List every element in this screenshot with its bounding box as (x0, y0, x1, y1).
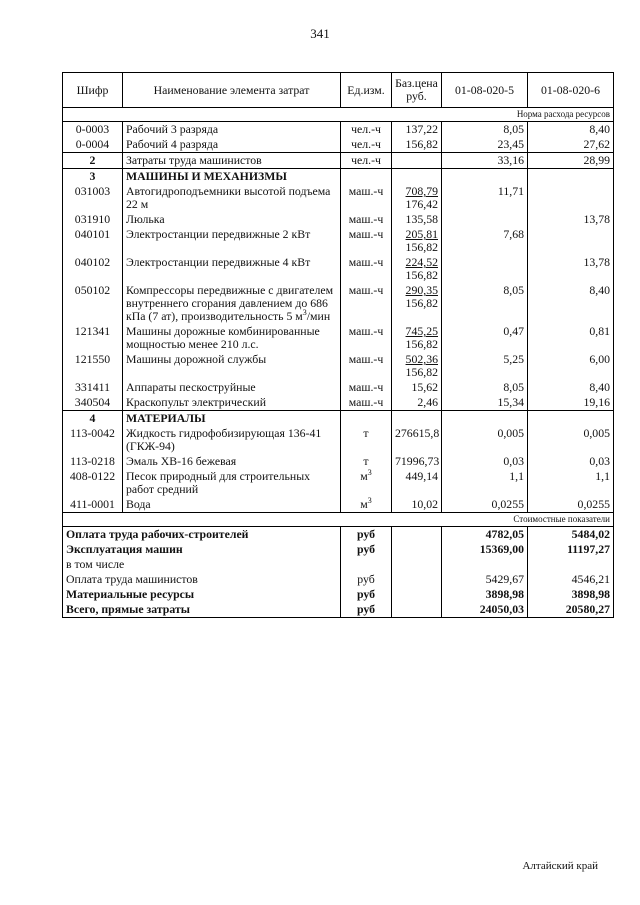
summary-row (63, 602, 614, 618)
row-code: 340504 (63, 395, 123, 411)
row-value-2: 19,16 (528, 395, 614, 411)
row-name: Краскопульт электрический (123, 395, 341, 411)
row-name: Затраты труда машинистов (123, 153, 341, 169)
row-unit (341, 497, 392, 513)
row-unit: маш.-ч (341, 324, 392, 352)
superscript: 3 (367, 468, 372, 478)
row-unit: маш.-ч (341, 283, 392, 324)
summary-unit: руб (341, 542, 392, 557)
norm-caption-row (63, 108, 614, 122)
norm-caption: Норма расхода ресурсов (63, 108, 614, 122)
price-labor: 156,82 (405, 268, 438, 282)
row-value-1: 0,005 (442, 426, 528, 454)
summary-row (63, 572, 614, 587)
row-value-2: 0,81 (528, 324, 614, 352)
table-row (63, 184, 614, 212)
table-row (63, 212, 614, 227)
row-value-1: 23,45 (442, 137, 528, 153)
price-main: 745,25 (405, 324, 438, 338)
summary-value-2: 4546,21 (528, 572, 614, 587)
row-value-2: 0,005 (528, 426, 614, 454)
row-unit: маш.-ч (341, 352, 392, 380)
header-unit: Ед.изм. (341, 73, 392, 108)
section-code: 3 (63, 169, 123, 185)
summary-row (63, 587, 614, 602)
summary-value-2: 5484,02 (528, 527, 614, 543)
header-code: Шифр (63, 73, 123, 108)
table-row (63, 497, 614, 513)
row-value-1: 0,47 (442, 324, 528, 352)
row-price: 10,02 (392, 497, 442, 513)
row-value-2: 27,62 (528, 137, 614, 153)
table-row (63, 255, 614, 283)
summary-unit: руб (341, 587, 392, 602)
page-number: 341 (310, 26, 330, 41)
row-value-1: 11,71 (442, 184, 528, 212)
table-row (63, 454, 614, 469)
row-code: 411-0001 (63, 497, 123, 513)
row-value-2: 8,40 (528, 122, 614, 138)
table-row (63, 426, 614, 454)
summary-name: в том числе (63, 557, 341, 572)
row-name: Вода (123, 497, 341, 513)
summary-row (63, 542, 614, 557)
price-labor: 156,82 (405, 365, 438, 379)
summary-value-2: 11197,27 (528, 542, 614, 557)
header-col1: 01-08-020-5 (442, 73, 528, 108)
table-row (63, 153, 614, 169)
row-price: 156,82 (392, 137, 442, 153)
row-value-1: 1,1 (442, 469, 528, 497)
section-title: МАТЕРИАЛЫ (123, 411, 341, 427)
summary-unit: руб (341, 572, 392, 587)
row-price (392, 283, 442, 324)
row-value-1: 8,05 (442, 122, 528, 138)
row-name: Песок природный для строительных работ средний (123, 469, 341, 497)
row-unit: маш.-ч (341, 184, 392, 212)
unit-text: м (360, 469, 368, 483)
summary-name: Всего, прямые затраты (63, 602, 341, 618)
section-code: 4 (63, 411, 123, 427)
row-unit: чел.-ч (341, 137, 392, 153)
table-row (63, 137, 614, 153)
row-value-2: 0,03 (528, 454, 614, 469)
row-price: 137,22 (392, 122, 442, 138)
row-value-1: 0,0255 (442, 497, 528, 513)
cost-table (62, 72, 614, 618)
row-value-2 (528, 184, 614, 212)
row-price: 71996,73 (392, 454, 442, 469)
summary-name: Материальные ресурсы (63, 587, 341, 602)
unit-text: м (360, 497, 368, 511)
table-row (63, 469, 614, 497)
summary-row (63, 557, 614, 572)
row-value-1: 7,68 (442, 227, 528, 255)
section-title: МАШИНЫ И МЕХАНИЗМЫ (123, 169, 341, 185)
row-value-1: 5,25 (442, 352, 528, 380)
price-main: 708,79 (405, 184, 438, 198)
row-unit: т (341, 454, 392, 469)
superscript: 3 (302, 308, 307, 318)
section-row-materials (63, 411, 614, 427)
superscript: 3 (367, 496, 372, 506)
summary-value-2: 3898,98 (528, 587, 614, 602)
row-value-2: 1,1 (528, 469, 614, 497)
row-name-tail: /мин (306, 309, 331, 323)
price-main: 502,36 (405, 352, 438, 366)
table-row (63, 122, 614, 138)
table-row (63, 283, 614, 324)
table-row (63, 380, 614, 395)
row-value-1 (442, 255, 528, 283)
row-code: 121341 (63, 324, 123, 352)
row-name: Электростанции передвижные 2 кВт (123, 227, 341, 255)
row-value-2: 13,78 (528, 255, 614, 283)
row-name: Эмаль ХВ-16 бежевая (123, 454, 341, 469)
row-value-1: 0,03 (442, 454, 528, 469)
price-labor: 156,82 (405, 296, 438, 310)
row-price: 276615,8 (392, 426, 442, 454)
row-value-2: 6,00 (528, 352, 614, 380)
row-value-1: 15,34 (442, 395, 528, 411)
price-labor: 176,42 (405, 197, 438, 211)
header-price: Баз.цена руб. (392, 73, 442, 108)
summary-value-1: 24050,03 (442, 602, 528, 618)
header-row (63, 73, 614, 108)
summary-value-2: 20580,27 (528, 602, 614, 618)
cost-caption: Стоимостные показатели (63, 513, 614, 527)
row-price: 449,14 (392, 469, 442, 497)
row-name: Автогидроподъемники высотой подъема 22 м (123, 184, 341, 212)
header-name: Наименование элемента затрат (123, 73, 341, 108)
row-code: 113-0218 (63, 454, 123, 469)
row-unit: маш.-ч (341, 212, 392, 227)
price-main: 290,35 (405, 283, 438, 297)
summary-name: Оплата труда машинистов (63, 572, 341, 587)
row-code: 408-0122 (63, 469, 123, 497)
row-name: Рабочий 3 разряда (123, 122, 341, 138)
summary-unit: руб (341, 527, 392, 543)
row-name: Жидкость гидрофобизирующая 136-41 (ГКЖ-94) (123, 426, 341, 454)
row-value-1: 8,05 (442, 283, 528, 324)
table-row (63, 352, 614, 380)
summary-row (63, 527, 614, 543)
row-code: 040102 (63, 255, 123, 283)
summary-name: Эксплуатация машин (63, 542, 341, 557)
row-price: 135,58 (392, 212, 442, 227)
row-price: 15,62 (392, 380, 442, 395)
summary-value-1: 3898,98 (442, 587, 528, 602)
row-name: Машины дорожной службы (123, 352, 341, 380)
row-value-1: 33,16 (442, 153, 528, 169)
row-code: 031003 (63, 184, 123, 212)
table-row (63, 395, 614, 411)
row-name (123, 283, 341, 324)
row-unit (341, 469, 392, 497)
row-unit: маш.-ч (341, 395, 392, 411)
summary-value-1: 15369,00 (442, 542, 528, 557)
row-value-2: 8,40 (528, 283, 614, 324)
row-unit: чел.-ч (341, 153, 392, 169)
footer-region: Алтайский край (522, 860, 598, 872)
row-price (392, 255, 442, 283)
row-price: 2,46 (392, 395, 442, 411)
row-price (392, 227, 442, 255)
row-code: 040101 (63, 227, 123, 255)
row-code: 050102 (63, 283, 123, 324)
row-price (392, 352, 442, 380)
summary-value-1: 4782,05 (442, 527, 528, 543)
row-price (392, 184, 442, 212)
header-col2: 01-08-020-6 (528, 73, 614, 108)
row-name-text: Компрессоры передвижные с двигателем внутреннего сгорания давлением до 686 кПа (7 ат), производительность 5 м (126, 283, 334, 323)
summary-value-1: 5429,67 (442, 572, 528, 587)
row-unit: маш.-ч (341, 255, 392, 283)
row-value-2: 0,0255 (528, 497, 614, 513)
row-code: 121550 (63, 352, 123, 380)
cost-caption-row (63, 513, 614, 527)
price-labor: 156,82 (405, 240, 438, 254)
row-unit: маш.-ч (341, 227, 392, 255)
row-name: Рабочий 4 разряда (123, 137, 341, 153)
table-row (63, 227, 614, 255)
price-main: 205,81 (405, 227, 438, 241)
row-name: Машины дорожные комбинированные мощностью менее 210 л.с. (123, 324, 341, 352)
row-code: 0-0004 (63, 137, 123, 153)
row-code: 0-0003 (63, 122, 123, 138)
row-value-1 (442, 212, 528, 227)
row-code: 031910 (63, 212, 123, 227)
row-code: 113-0042 (63, 426, 123, 454)
row-value-2: 28,99 (528, 153, 614, 169)
row-value-1: 8,05 (442, 380, 528, 395)
row-value-2: 13,78 (528, 212, 614, 227)
row-name: Люлька (123, 212, 341, 227)
table-row (63, 324, 614, 352)
row-value-2: 8,40 (528, 380, 614, 395)
row-price (392, 324, 442, 352)
row-price (392, 153, 442, 169)
summary-name: Оплата труда рабочих-строителей (63, 527, 341, 543)
section-row-machines (63, 169, 614, 185)
row-code: 2 (63, 153, 123, 169)
row-name: Аппараты пескоструйные (123, 380, 341, 395)
row-unit: т (341, 426, 392, 454)
row-value-2 (528, 227, 614, 255)
price-labor: 156,82 (405, 337, 438, 351)
row-code: 331411 (63, 380, 123, 395)
row-unit: чел.-ч (341, 122, 392, 138)
row-name: Электростанции передвижные 4 кВт (123, 255, 341, 283)
row-unit: маш.-ч (341, 380, 392, 395)
price-main: 224,52 (405, 255, 438, 269)
summary-unit: руб (341, 602, 392, 618)
